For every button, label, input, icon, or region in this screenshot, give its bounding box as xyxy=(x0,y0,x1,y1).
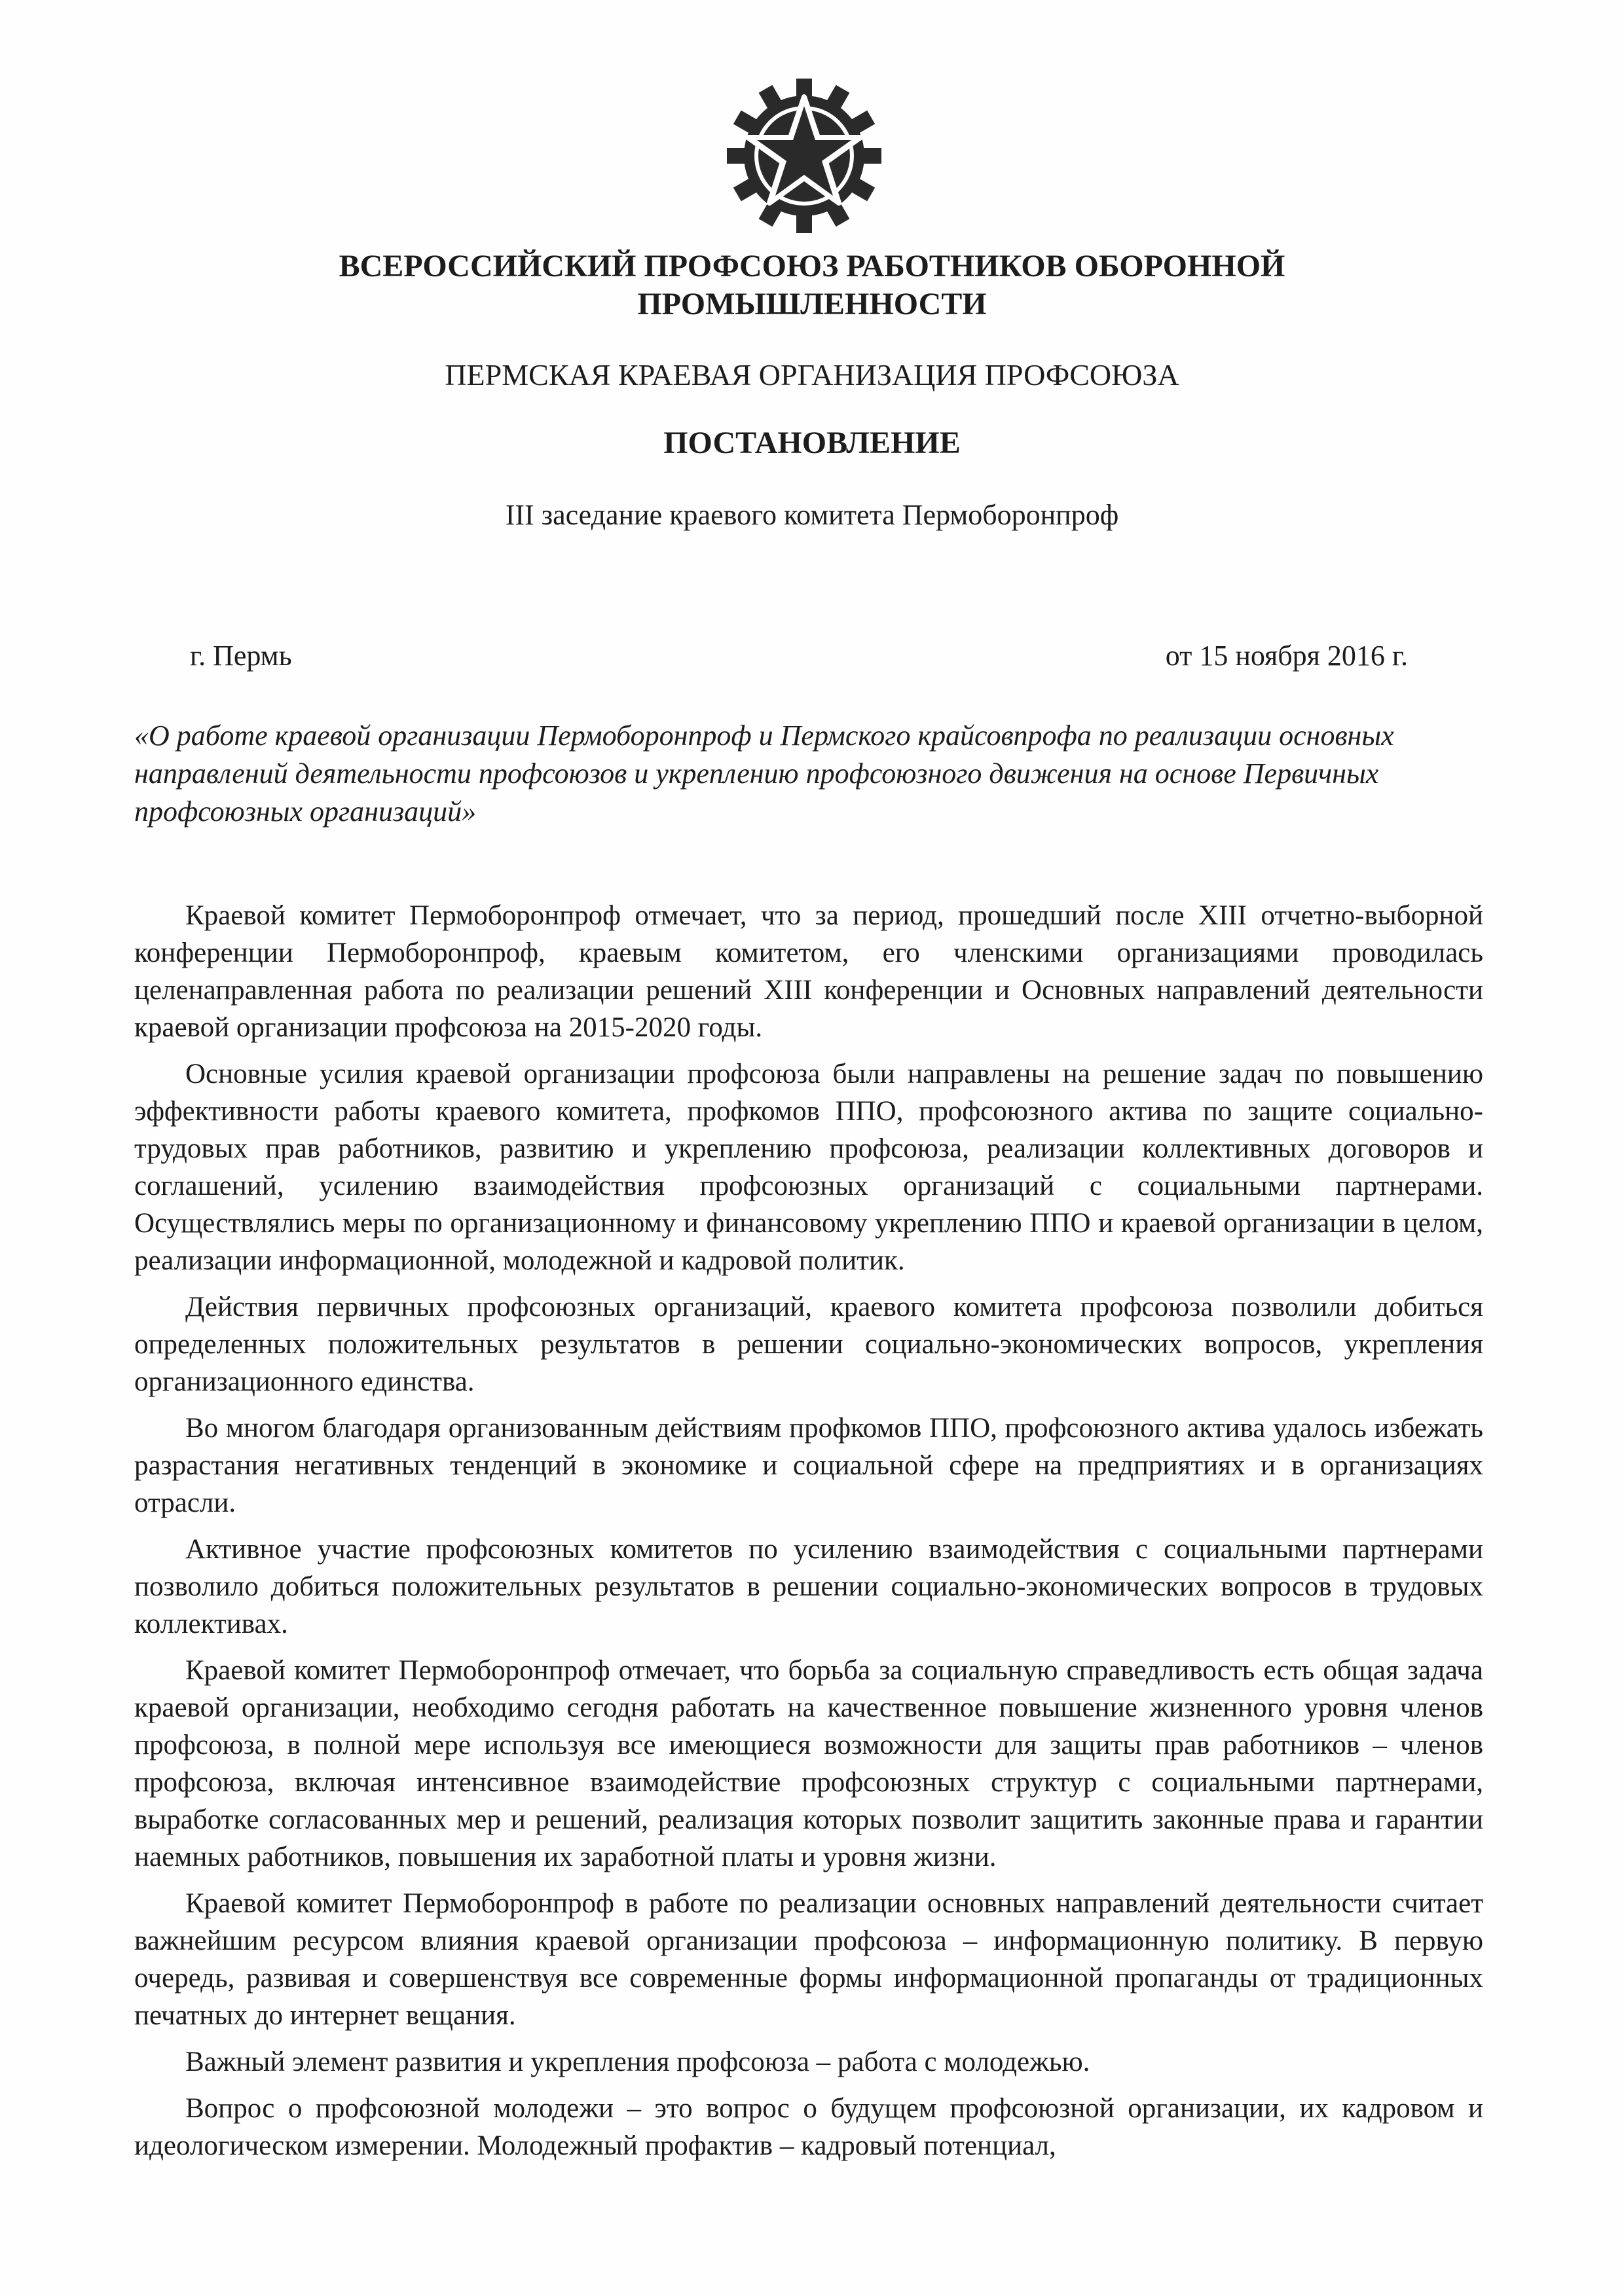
paragraph: Вопрос о профсоюзной молодежи – это вопрос о будущем профсоюзной организации, их кадровом и идеологическом измерении. Молодежный профактив – кадровый потенциал, xyxy=(134,2093,1483,2161)
date: от 15 ноября 2016 г. xyxy=(1165,640,1408,672)
paragraph: Краевой комитет Пермоборонпроф отмечает, что борьба за социальную справедливость есть общая задача краевой организации, необходимо сегодня работать на качественное повышение жизненного уровня членов профсоюза, в полной мере используя все имеющиеся возможности для защиты прав работников – членов профсоюза, включая интенсивное взаимодействие профсоюзных структур с социальными партнерами, выработке согласованных мер и решений, реализация которых позволит защитить законные права и гарантии наемных работников, повышения их заработной платы и уровня жизни. xyxy=(134,1655,1483,1872)
subject-title: «О работе краевой организации Пермоборонпроф и Пермского крайсовпрофа по реализации основных направлений деятельности профсоюзов и укреплению профсоюзного движения на основе Первичных профсоюзных организаций» xyxy=(134,720,1394,828)
organization-title xyxy=(0,247,1624,323)
star-gear-emblem-icon xyxy=(726,77,883,234)
organization-title-line2: ПРОМЫШЛЕННОСТИ xyxy=(637,287,987,321)
paragraph: Краевой комитет Пермоборонпроф в работе по реализации основных направлений деятельности считает важнейшим ресурсом влияния краевой организации профсоюза – информационную политику. В первую очередь, развивая и совершенствуя все современные формы информационной пропаганды от традиционных печатных до интернет вещания. xyxy=(134,1888,1483,2031)
paragraph: Важный элемент развития и укрепления профсоюза – работа с молодежью. xyxy=(185,2047,1090,2077)
paragraph: Действия первичных профсоюзных организаций, краевого комитета профсоюза позволили добиться определенных положительных результатов в решении социально-экономических вопросов, укрепления организационного единства. xyxy=(134,1292,1483,1397)
regional-organization: ПЕРМСКАЯ КРАЕВАЯ ОРГАНИЗАЦИЯ ПРОФСОЮЗА xyxy=(445,358,1179,392)
meeting-line: III заседание краевого комитета Пермоборонпроф xyxy=(505,499,1119,531)
paragraph: Основные усилия краевой организации профсоюза были направлены на решение задач по повышению эффективности работы краевого комитета, профкомов ППО, профсоюзного актива по защите социально-трудовых прав работников, развитию и укреплению профсоюза, реализации коллективных договоров и соглашений, усилению взаимодействия профсоюзных организаций с социальными партнерами. Осуществлялись меры по организационному и финансовому укреплению ППО и краевой организации в целом, реализации информационной, молодежной и кадровой политик. xyxy=(134,1059,1483,1276)
organization-title-line1: ВСЕРОССИЙСКИЙ ПРОФСОЮЗ РАБОТНИКОВ ОБОРОННОЙ xyxy=(339,249,1285,283)
paragraph: Активное участие профсоюзных комитетов по усилению взаимодействия с социальными партнерами позволило добиться положительных результатов в решении социально-экономических вопросов в трудовых коллективах. xyxy=(134,1534,1483,1639)
document-type: ПОСТАНОВЛЕНИЕ xyxy=(663,426,961,460)
place: г. Пермь xyxy=(190,640,292,672)
document-body xyxy=(134,897,1483,2174)
paragraph: Во многом благодаря организованным действиям профкомов ППО, профсоюзного актива удалось избежать разрастания негативных тенденций в экономике и социальной сфере на предприятиях и в организациях отрасли. xyxy=(134,1413,1483,1518)
paragraph: Краевой комитет Пермоборонпроф отмечает, что за период, прошедший после XIII отчетно-выборной конференции Пермоборонпроф, краевым комитетом, его членскими организациями проводилась целенаправленная работа по реализации решений XIII конференции и Основных направлений деятельности краевой организации профсоюза на 2015-2020 годы. xyxy=(134,900,1483,1043)
